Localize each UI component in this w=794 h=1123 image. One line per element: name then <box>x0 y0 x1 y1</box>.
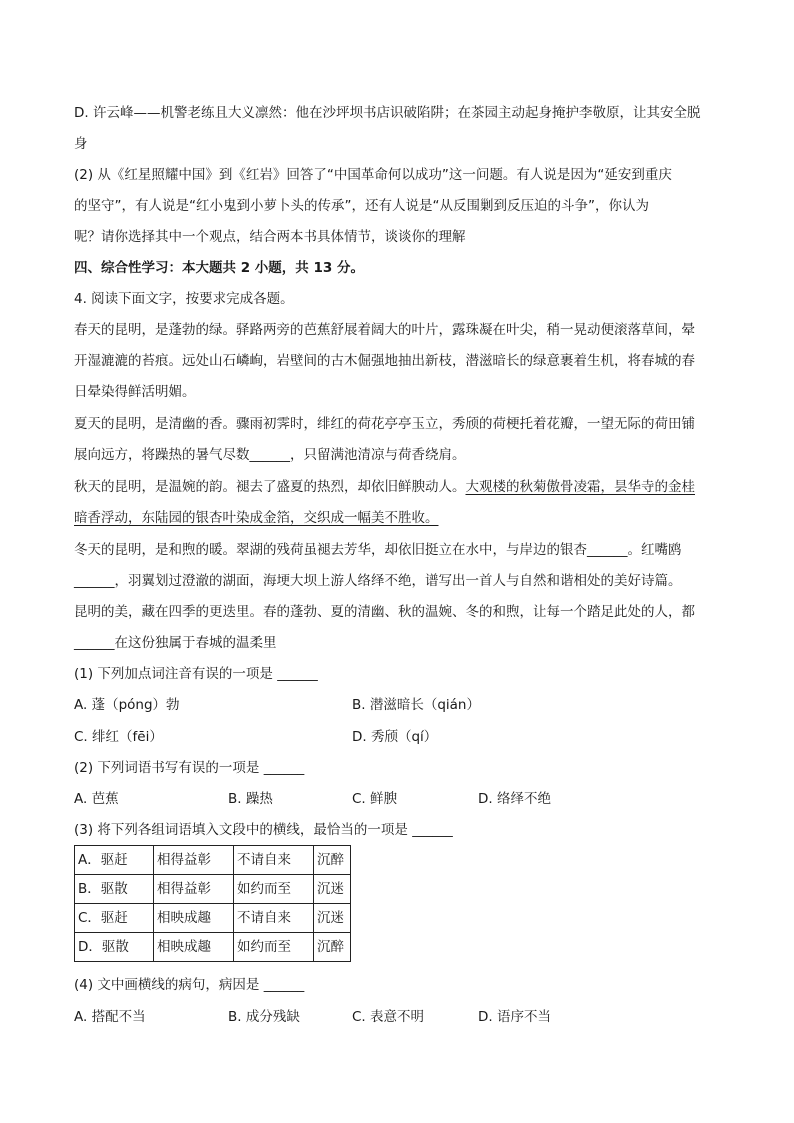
table-row[interactable] <box>75 875 351 904</box>
section-heading: 四、综合性学习：本大题共 2 小题，共 13 分。 <box>74 260 364 276</box>
passage-line <box>74 477 695 497</box>
passage-line: 展向远方，将躁热的暑气尽数______，只留满池清凉与荷香绕肩。 <box>74 447 466 463</box>
table-cell: 沉醉 <box>314 846 351 875</box>
option-d-text-cont: 身 <box>74 136 88 152</box>
q4-option-a[interactable]: A. 搭配不当 <box>74 1009 146 1025</box>
q2-option-d[interactable]: D. 络绎不绝 <box>478 791 551 807</box>
passage-line: 昆明的美，藏在四季的更迭里。春的蓬勃、夏的清幽、秋的温婉、冬的和煦，让每一个踏足此处的人，都 <box>74 604 695 620</box>
q1-option-c[interactable]: C. 绯红（fēi） <box>74 729 163 745</box>
table-cell: 沉迷 <box>314 904 351 933</box>
table-cell: 沉迷 <box>314 875 351 904</box>
q1-option-d[interactable]: D. 秀颀（qí） <box>352 729 438 745</box>
table-cell: 相映成趣 <box>154 904 234 933</box>
q4-option-b[interactable]: B. 成分残缺 <box>228 1009 300 1025</box>
table-row[interactable] <box>75 846 351 875</box>
question-2-text: 呢？请你选择其中一个观点，结合两本书具体情节，谈谈你的理解 <box>74 229 466 245</box>
subquestion-4: (4) 文中画横线的病句，病因是 ______ <box>74 977 305 993</box>
table-cell: 如约而至 <box>234 875 314 904</box>
subquestion-2: (2) 下列词语书写有误的一项是 ______ <box>74 760 305 776</box>
underlined-sentence: 大观楼的秋菊傲骨凌霜，昙华寺的金桂 <box>465 479 695 495</box>
table-row[interactable] <box>75 933 351 962</box>
passage-line: 日晕染得鲜活明媚。 <box>74 384 196 400</box>
passage-text: 秋天的昆明，是温婉的韵。褪去了盛夏的热烈，却依旧鲜腴动人。 <box>74 479 466 495</box>
passage-line: 冬天的昆明，是和煦的暖。翠湖的残荷虽褪去芳华，却依旧挺立在水中，与岸边的银杏______。红嘴鸥 <box>74 542 682 558</box>
question-4-instruction: 4. 阅读下面文字，按要求完成各题。 <box>74 291 294 307</box>
q2-option-c[interactable]: C. 鲜腴 <box>352 791 398 807</box>
table-cell: 沉醉 <box>314 933 351 962</box>
table-cell: B．驱散 <box>75 875 154 904</box>
passage-line: ______在这份独属于春城的温柔里 <box>74 635 277 651</box>
question-2-text: (2) 从《红星照耀中国》到《红岩》回答了“中国革命何以成功”这一问题。有人说是因为“延安到重庆 <box>74 167 672 183</box>
q1-option-b[interactable]: B. 潜滋暗长（qián） <box>352 697 480 713</box>
passage-line: 春天的昆明，是蓬勃的绿。驿路两旁的芭蕉舒展着阔大的叶片，露珠凝在叶尖，稍一晃动便滚落草间，晕 <box>74 322 695 338</box>
table-cell: D．驱散 <box>75 933 154 962</box>
passage-line: 夏天的昆明，是清幽的香。骤雨初霁时，绯红的荷花亭亭玉立，秀颀的荷梗托着花瓣，一望无际的荷田铺 <box>74 416 695 432</box>
passage-line: ______，羽翼划过澄澈的湖面，海埂大坝上游人络绎不绝，谱写出一首人与自然和谐相处的美好诗篇。 <box>74 573 682 589</box>
q4-option-d[interactable]: D. 语序不当 <box>478 1009 551 1025</box>
table-row[interactable] <box>75 904 351 933</box>
q1-option-a[interactable]: A. 蓬（póng）勃 <box>74 697 180 713</box>
q2-option-b[interactable]: B. 躁热 <box>228 791 273 807</box>
table-cell: 如约而至 <box>234 933 314 962</box>
q4-option-c[interactable]: C. 表意不明 <box>352 1009 425 1025</box>
option-d-text: D. 许云峰——机警老练且大义凛然：他在沙坪坝书店识破陷阱；在茶园主动起身掩护李敬原，让其安全脱 <box>74 105 701 121</box>
table-cell: A．驱赶 <box>75 846 154 875</box>
question-2-text: 的坚守”，有人说是“红小鬼到小萝卜头的传承”，还有人说是“从反围剿到反压迫的斗争”，你认为 <box>74 198 649 214</box>
underlined-sentence: 暗香浮动，东陆园的银杏叶染成金箔，交织成一幅美不胜收。 <box>74 510 439 526</box>
table-cell: 相映成趣 <box>154 933 234 962</box>
q3-choices-table <box>74 845 351 962</box>
subquestion-3: (3) 将下列各组词语填入文段中的横线，最恰当的一项是 ______ <box>74 822 453 838</box>
table-cell: 相得益彰 <box>154 846 234 875</box>
table-cell: C．驱赶 <box>75 904 154 933</box>
q2-option-a[interactable]: A. 芭蕉 <box>74 791 119 807</box>
subquestion-1: (1) 下列加点词注音有误的一项是 ______ <box>74 666 318 682</box>
table-cell: 不请自来 <box>234 904 314 933</box>
table-cell: 不请自来 <box>234 846 314 875</box>
table-cell: 相得益彰 <box>154 875 234 904</box>
passage-line: 开湿漉漉的苔痕。远处山石嶙峋，岩壁间的古木倔强地抽出新枝，潜滋暗长的绿意裹着生机，将春城的春 <box>74 353 695 369</box>
